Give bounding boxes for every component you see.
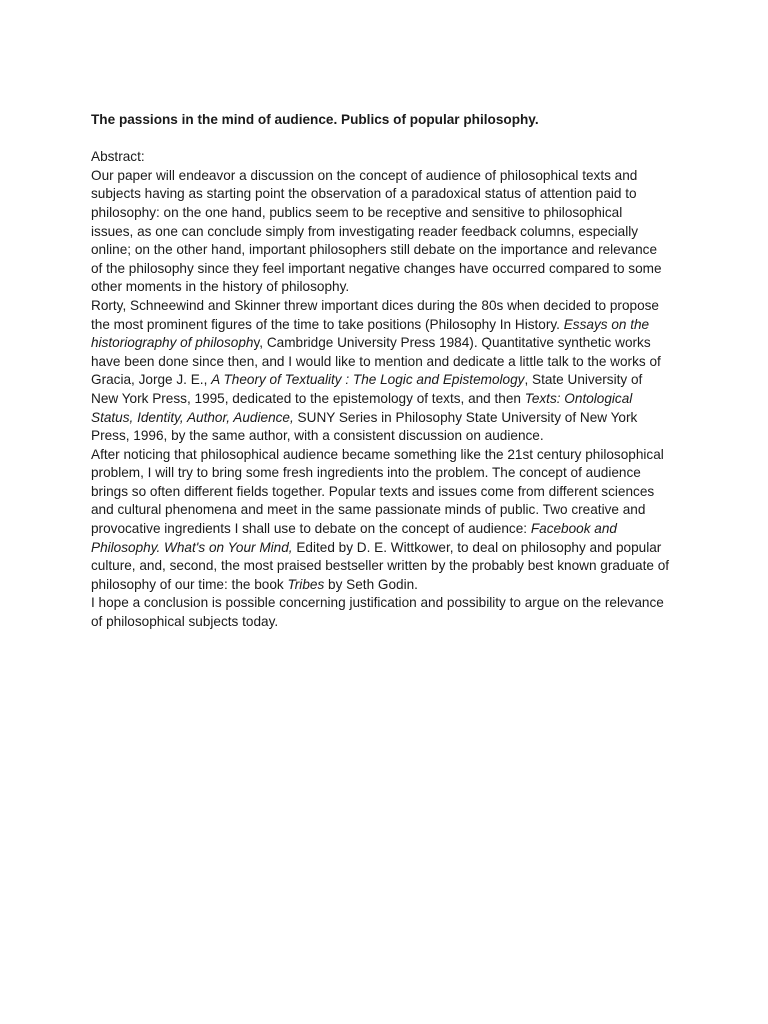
abstract-italic-text: Philosophy. What's on Your Mind, (91, 539, 293, 555)
abstract-text: online; on the other hand, important philosophers still debate on the importance and relevance (91, 242, 658, 258)
abstract-italic-text: Facebook and (530, 521, 617, 537)
document-content (91, 111, 691, 632)
abstract-line (91, 260, 691, 279)
abstract-text: Gracia, Jorge J. E., (91, 372, 212, 388)
abstract-body (91, 167, 691, 632)
abstract-text: y, Cambridge University Press 1984). Quantitative synthetic works (253, 335, 651, 351)
abstract-text: of philosophical subjects today. (91, 614, 279, 630)
abstract-italic-text: Status, Identity, Author, Audience, (91, 409, 294, 425)
abstract-label: Abstract: (91, 149, 145, 165)
abstract-line (91, 278, 691, 297)
abstract-text: and cultural phenomena and meet in the same passionate minds of public. Two creative and (91, 502, 646, 518)
abstract-line (91, 167, 691, 186)
abstract-line (91, 483, 691, 502)
abstract-text: of the philosophy since they feel important negative changes have occurred compared to some (91, 260, 662, 276)
abstract-line (91, 594, 691, 613)
abstract-text: Our paper will endeavor a discussion on the concept of audience of philosophical texts and (91, 167, 638, 183)
abstract-text: by Seth Godin. (324, 576, 418, 592)
abstract-text: SUNY Series in Philosophy State University of New York (293, 409, 638, 425)
abstract-line (91, 520, 691, 539)
abstract-line (91, 464, 691, 483)
abstract-line (91, 613, 691, 632)
abstract-text: other moments in the history of philosophy. (91, 279, 350, 295)
document-title: The passions in the mind of audience. Publics of popular philosophy. (91, 112, 539, 127)
abstract-line (91, 409, 691, 428)
abstract-italic-text: A Theory of Textuality : The Logic and Epistemology (211, 372, 525, 388)
abstract-text: philosophy of our time: the book (91, 576, 288, 592)
abstract-line (91, 334, 691, 353)
abstract-text: brings so often different fields together. Popular texts and issues come from different sciences (91, 483, 655, 499)
abstract-text: the most prominent figures of the time to take positions (Philosophy In History. (91, 316, 564, 332)
abstract-text: problem, I will try to bring some fresh ingredients into the problem. The concept of audience (91, 465, 641, 481)
abstract-line (91, 371, 691, 390)
abstract-line (91, 539, 691, 558)
abstract-line (91, 185, 691, 204)
abstract-italic-text: historiography of philosoph (91, 335, 254, 351)
abstract-line (91, 390, 691, 409)
abstract-text: , State University of (524, 372, 643, 388)
abstract-text: Edited by D. E. Wittkower, to deal on philosophy and popular (292, 539, 662, 555)
abstract-italic-text: Tribes (287, 576, 325, 592)
abstract-text: issues, as one can conclude simply from investigating reader feedback columns, especially (91, 223, 639, 239)
abstract-line (91, 316, 691, 335)
abstract-line (91, 223, 691, 242)
abstract-line (91, 204, 691, 223)
abstract-line (91, 446, 691, 465)
abstract-text: Rorty, Schneewind and Skinner threw important dices during the 80s when decided to propose (91, 297, 659, 313)
abstract-text: New York Press, 1995, dedicated to the epistemology of texts, and then (91, 390, 525, 406)
abstract-text: After noticing that philosophical audience became something like the 21st century philosophical (91, 446, 664, 462)
abstract-italic-text: Essays on the (563, 316, 650, 332)
abstract-italic-text: Texts: Ontological (524, 390, 633, 406)
abstract-line (91, 557, 691, 576)
abstract-text: I hope a conclusion is possible concerning justification and possibility to argue on the relevance (91, 595, 664, 611)
abstract-text: philosophy: on the one hand, publics seem to be receptive and sensitive to philosophical (91, 204, 623, 220)
abstract-line (91, 241, 691, 260)
abstract-line (91, 353, 691, 372)
abstract-text: subjects having as starting point the observation of a paradoxical status of attention paid to (91, 186, 637, 202)
abstract-text: Press, 1996, by the same author, with a consistent discussion on audience. (91, 428, 544, 444)
abstract-line (91, 427, 691, 446)
abstract-line (91, 297, 691, 316)
abstract-text: provocative ingredients I shall use to debate on the concept of audience: (91, 521, 531, 537)
abstract-line (91, 576, 691, 595)
abstract-text: have been done since then, and I would like to mention and dedicate a little talk to the works of (91, 353, 661, 369)
abstract-line (91, 501, 691, 520)
abstract-text: culture, and, second, the most praised bestseller written by the probably best known graduate of (91, 558, 670, 574)
